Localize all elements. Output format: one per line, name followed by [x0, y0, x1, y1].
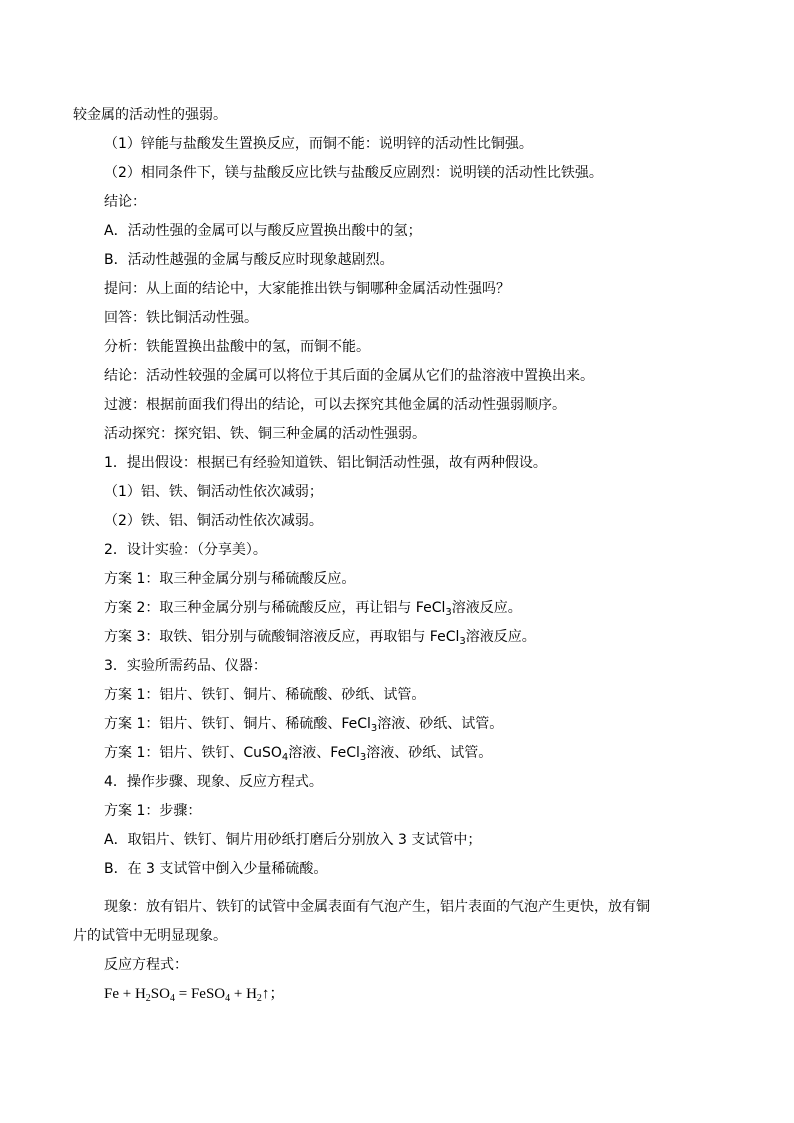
subscript: 3: [445, 607, 452, 618]
plan3-design-line: [104, 627, 536, 647]
plan1b-materials-line: [104, 714, 503, 734]
subscript: 4: [169, 993, 175, 1004]
paragraph-line: 1．提出假设：根据已有经验知道铁、铝比铜活动性强，故有两种假设。: [104, 455, 547, 471]
paragraph-line: 较金属的活动性的强弱。: [73, 107, 227, 123]
text-run: SO: [150, 986, 170, 1002]
plan2-design-line: [104, 598, 522, 618]
paragraph-line: 4．操作步骤、现象、反应方程式。: [104, 774, 323, 790]
paragraph-line: 活动探究：探究铝、铁、铜三种金属的活动性强弱。: [104, 426, 426, 442]
paragraph-line: 方案 1：取三种金属分别与稀硫酸反应。: [104, 571, 356, 587]
paragraph-line: 分析：铁能置换出盐酸中的氢，而铜不能。: [104, 339, 370, 355]
subscript: 4: [225, 993, 231, 1004]
subscript: 2: [145, 993, 151, 1004]
text-run: 溶液、FeCl: [288, 745, 360, 761]
text-run: = FeSO: [174, 986, 226, 1002]
paragraph-line: A．取铝片、铁钉、铜片用砂纸打磨后分别放入 3 支试管中；: [104, 832, 482, 848]
paragraph-line: （1）锌能与盐酸发生置换反应，而铜不能：说明锌的活动性比铜强。: [104, 136, 533, 152]
text-run: 溶液反应。: [451, 600, 522, 616]
paragraph-line: 结论：活动性较强的金属可以将位于其后面的金属从它们的盐溶液中置换出来。: [104, 368, 594, 384]
paragraph-line: 结论：: [104, 194, 146, 210]
paragraph-line: 过渡：根据前面我们得出的结论，可以去探究其他金属的活动性强弱顺序。: [104, 397, 566, 413]
paragraph-line: 现象：放有铝片、铁钉的试管中金属表面有气泡产生，铝片表面的气泡产生更快，放有铜: [104, 899, 650, 915]
subscript: 2: [256, 993, 262, 1004]
subscript: 3: [370, 723, 378, 734]
subscript: 3: [459, 636, 466, 647]
text-run: 方案 2：取三种金属分别与稀硫酸反应，再让铝与 FeCl: [104, 600, 446, 616]
text-run: Fe + H: [104, 986, 146, 1002]
paragraph-line: 方案 1：步骤：: [104, 803, 202, 819]
text-run: ↑；: [261, 986, 285, 1002]
paragraph-line: B．在 3 支试管中倒入少量稀硫酸。: [104, 861, 328, 877]
paragraph-line: （2）铁、铝、铜活动性依次减弱。: [104, 513, 323, 529]
text-run: 方案 3：取铁、铝分别与硫酸铜溶液反应，再取铝与 FeCl: [104, 629, 460, 645]
text-run: 溶液、砂纸、试管。: [366, 745, 493, 761]
paragraph-line: 回答：铁比铜活动性强。: [104, 310, 258, 326]
text-run: 溶液反应。: [465, 629, 536, 645]
paragraph-line: B．活动性越强的金属与酸反应时现象越剧烈。: [104, 252, 394, 268]
text-run: 方案 1：铝片、铁钉、铜片、稀硫酸、FeCl: [104, 716, 371, 732]
paragraph-line: 方案 1：铝片、铁钉、铜片、稀硫酸、砂纸、试管。: [104, 687, 426, 703]
plan1c-materials-line: [104, 743, 492, 763]
paragraph-line: 提问：从上面的结论中，大家能推出铁与铜哪种金属活动性强吗？: [104, 281, 510, 297]
paragraph-line: （1）铝、铁、铜活动性依次减弱；: [104, 484, 323, 500]
paragraph-line: 3．实验所需药品、仪器：: [104, 658, 267, 674]
subscript: 4: [281, 752, 289, 763]
text-run: 溶液、砂纸、试管。: [377, 716, 504, 732]
chemical-equation: [104, 984, 284, 1004]
paragraph-line: 片的试管中无明显现象。: [73, 928, 227, 944]
subscript: 3: [359, 752, 367, 763]
text-run: 方案 1：铝片、铁钉、CuSO: [104, 745, 282, 761]
text-run: + H: [230, 986, 257, 1002]
paragraph-line: A．活动性强的金属可以与酸反应置换出酸中的氢；: [104, 223, 422, 239]
paragraph-line: （2）相同条件下，镁与盐酸反应比铁与盐酸反应剧烈：说明镁的活动性比铁强。: [104, 165, 603, 181]
paragraph-line: 反应方程式：: [104, 957, 188, 973]
paragraph-line: 2．设计实验：（分享美）。: [104, 542, 267, 558]
